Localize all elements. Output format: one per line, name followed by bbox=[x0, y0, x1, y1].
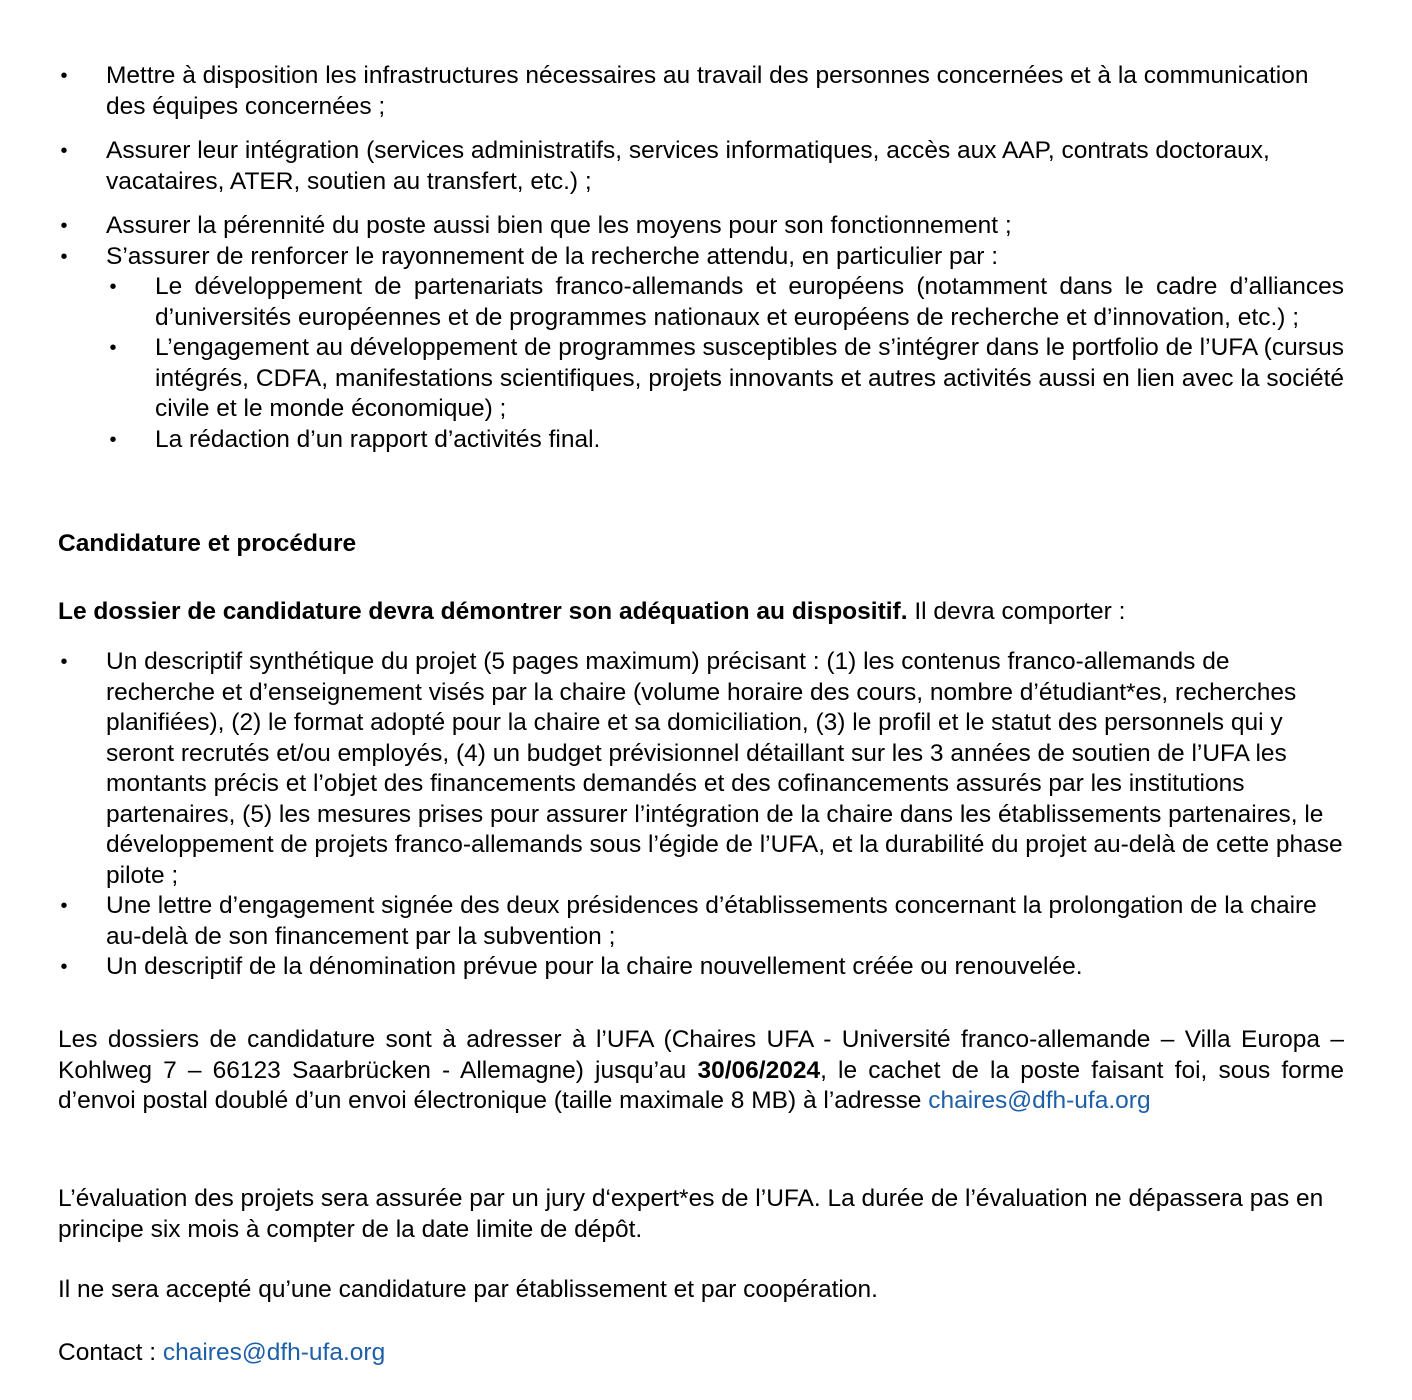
requirements-list bbox=[58, 647, 1344, 983]
sub-list-item bbox=[10, 272, 1344, 333]
list-item-text: S’assurer de renforcer le rayonnement de la recherche attendu, en particulier par : bbox=[106, 242, 999, 270]
bullet-icon: • bbox=[109, 276, 117, 298]
contact-line bbox=[58, 1338, 1344, 1369]
sub-list-item bbox=[10, 333, 1344, 425]
bullet-icon: • bbox=[60, 956, 68, 978]
intro-rest-text: Il devra comporter : bbox=[907, 598, 1126, 625]
contact-label: Contact : bbox=[58, 1339, 163, 1366]
list-item bbox=[58, 136, 1344, 197]
intro-paragraph bbox=[58, 597, 1344, 628]
submission-email-link[interactable]: chaires@dfh-ufa.org bbox=[928, 1087, 1151, 1114]
list-item bbox=[58, 952, 1344, 983]
submission-paragraph bbox=[58, 1025, 1344, 1117]
bullet-icon: • bbox=[109, 337, 117, 359]
bullet-icon: • bbox=[109, 428, 117, 451]
list-item-text: Le développement de partenariats franco-allemands et européens (notamment dans le cadre d’alliances d’universités européennes et de programmes nationaux et européens de recherche et d’innovation, etc.) ; bbox=[155, 273, 1344, 331]
evaluation-paragraph: L’évaluation des projets sera assurée par un jury d‘expert*es de l’UFA. La durée de l’évaluation ne dépassera pas en principe six mois à compter de la date limite de dépôt. bbox=[58, 1185, 1324, 1243]
section-heading: Candidature et procédure bbox=[58, 530, 357, 557]
bullet-icon: • bbox=[60, 215, 68, 237]
research-outreach-sublist bbox=[10, 272, 1344, 455]
list-item-text: Un descriptif synthétique du projet (5 pages maximum) précisant : (1) les contenus franco-allemands de recherche et d’enseignement visés par la chaire (volume horaire des cours, nombre d’étudiant*es, recherches planifiées), (2) le format adopté pour la chaire et sa domiciliation, (3) le profil et le statut des personnels qui y seront recrutés et/ou employés, (4) un budget prévisionnel détaillant sur les 3 années de soutien de l’UFA les montants précis et l’objet des financements demandés et des cofinancements assurés par les institutions partenaires, (5) les mesures prises pour assurer l’intégration de la chaire dans les établissements partenaires, le développement de projets franco-allemands sous l’égide de l’UFA, et la durabilité du projet au-delà de cette phase pilote ; bbox=[106, 648, 1343, 889]
intro-bold-text: Le dossier de candidature devra démontrer son adéquation au dispositif. bbox=[58, 598, 908, 625]
list-item bbox=[58, 647, 1344, 891]
list-item bbox=[58, 211, 1344, 242]
one-application-rule: Il ne sera accepté qu’une candidature par établissement et par coopération. bbox=[58, 1276, 878, 1303]
bullet-icon: • bbox=[60, 140, 68, 162]
list-item-text: Assurer la pérennité du poste aussi bien que les moyens pour son fonctionnement ; bbox=[106, 212, 1012, 239]
bullet-icon: • bbox=[60, 65, 68, 87]
list-item bbox=[58, 891, 1344, 952]
submission-text-continued: , le cachet de la poste faisant foi, sous forme d’envoi postal doublé d’un envoi électronique (taille maximale 8 MB) à l’adresse bbox=[58, 1056, 1344, 1114]
list-item-text: Un descriptif de la dénomination prévue pour la chaire nouvellement créée ou renouvelée. bbox=[106, 953, 1083, 980]
bullet-icon: • bbox=[60, 895, 68, 917]
sub-list-item bbox=[10, 425, 1344, 456]
deadline-date: 30/06/2024 bbox=[697, 1056, 821, 1084]
obligations-list bbox=[58, 61, 1344, 455]
list-item bbox=[58, 242, 1344, 273]
submission-text: Les dossiers de candidature sont à adresser à l’UFA (Chaires UFA - Université franco-allemande – Villa Europa – Kohlweg 7 – 66123 Saarbrücken - Allemagne) jusqu’au bbox=[58, 1026, 1344, 1084]
list-item-text: L’engagement au développement de programmes susceptibles de s’intégrer dans le portfolio de l’UFA (cursus intégrés, CDFA, manifestations scientifiques, projets innovants et autres activités aussi en lien avec la société civile et le monde économique) ; bbox=[155, 334, 1344, 422]
list-item-text: Mettre à disposition les infrastructures nécessaires au travail des personnes concernées et à la communication des équipes concernées ; bbox=[106, 62, 1309, 120]
list-item-text: Une lettre d’engagement signée des deux présidences d’établissements concernant la prolongation de la chaire au-delà de son financement par la subvention ; bbox=[106, 892, 1317, 950]
contact-email-link[interactable]: chaires@dfh-ufa.org bbox=[162, 1339, 386, 1366]
list-item-text: Assurer leur intégration (services administratifs, services informatiques, accès aux AAP, contrats doctoraux, vacataires, ATER, soutien au transfert, etc.) ; bbox=[106, 137, 1270, 195]
bullet-icon: • bbox=[60, 651, 68, 673]
bullet-icon: • bbox=[60, 245, 68, 268]
list-item-text: La rédaction d’un rapport d’activités final. bbox=[155, 425, 601, 453]
list-item bbox=[58, 61, 1344, 122]
